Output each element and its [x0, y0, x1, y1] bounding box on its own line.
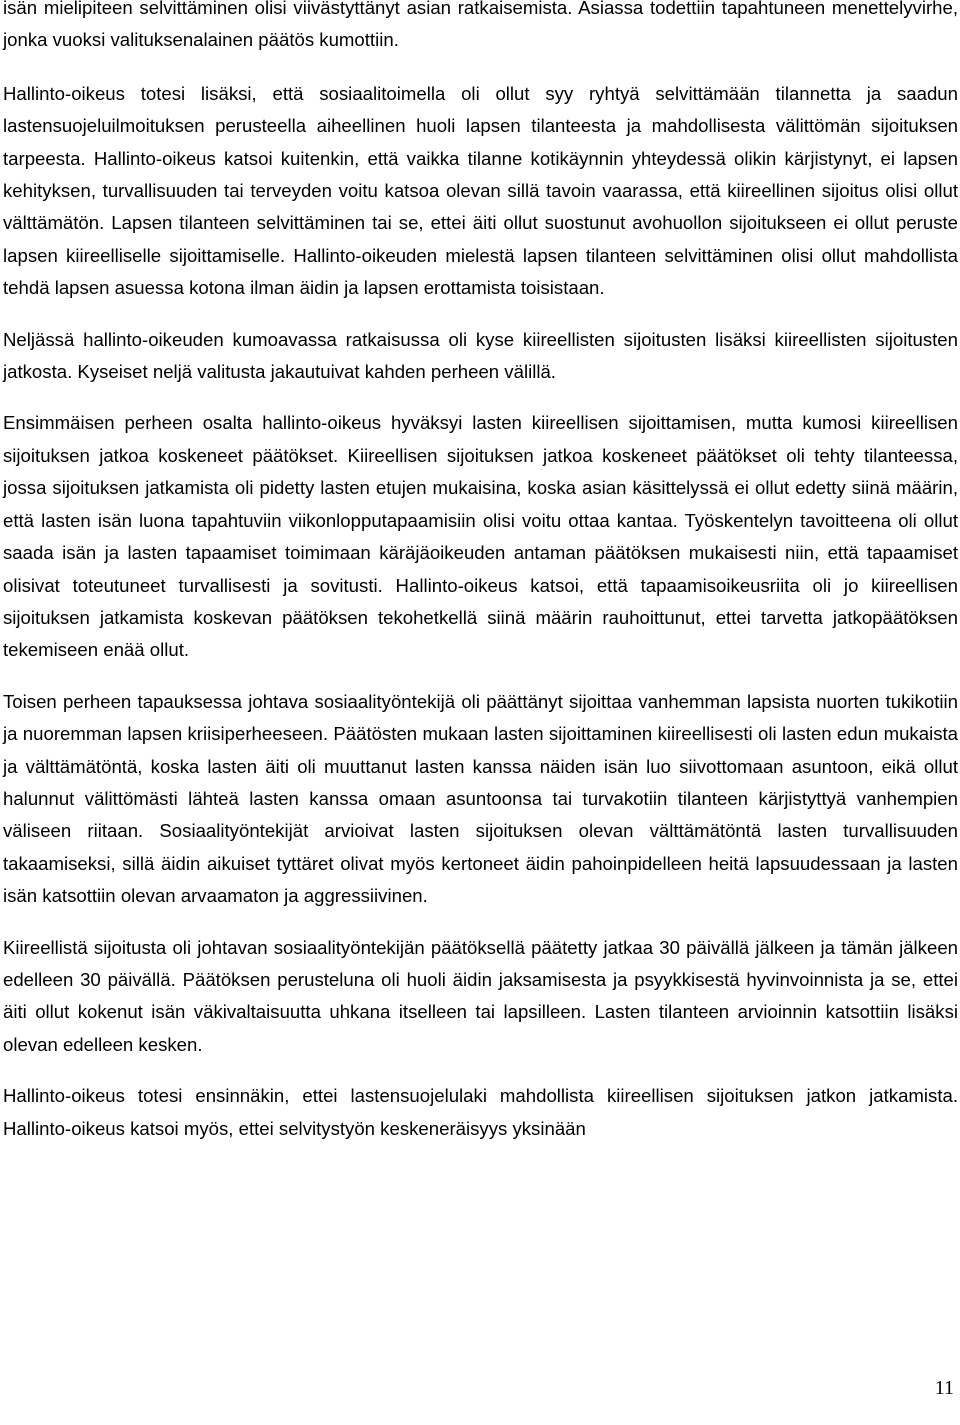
- paragraph-4: Ensimmäisen perheen osalta hallinto-oikeus hyväksyi lasten kiireellisen sijoittamisen, mutta kumosi kiireellisen sijoituksen jatkoa koskeneet päätökset. Kiireellisen sijoituksen jatkoa koskeneet päätökset oli tehty tilanteessa, jossa sijoituksen jatkamista oli pidetty lasten etujen mukaisina, koska asian käsittelyssä ei ollut edetty siinä määrin, että lasten isän luona tapahtuviin viikonlopputapaamisiin olisi voitu ottaa kantaa. Työskentelyn tavoitteena oli ollut saada isän ja lasten tapaamiset toimimaan käräjäoikeuden antaman päätöksen mukaisesti niin, että tapaamiset olisivat toteutuneet turvallisesti ja sovitusti. Hallinto-oikeus katsoi, että tapaamisoikeusriita oli jo kiireellisen sijoituksen jatkamista koskevan päätöksen tekohetkellä siinä määrin rauhoittunut, ettei tarvetta jatkopäätöksen tekemiseen enää ollut.: [3, 412, 958, 661]
- paragraph-1: isän mielipiteen selvittäminen olisi viivästyttänyt asian ratkaisemista. Asiassa todettiin tapahtuneen menettelyvirhe, jonka vuoksi valituksenalainen päätös kumottiin.: [3, 0, 958, 51]
- page-number: 11: [934, 1377, 954, 1399]
- document-page: [3, 0, 958, 1145]
- paragraph-6: Kiireellistä sijoitusta oli johtavan sosiaalityöntekijän päätöksellä päätetty jatkaa 30 päivällä jälkeen ja tämän jälkeen edelleen 30 päivällä. Päätöksen perusteluna oli huoli äidin jaksamisesta ja psyykkisestä hyvinvoinnista ja se, ettei äiti ollut kokenut isän väkivaltaisuutta uhkana itselleen tai lapsilleen. Lasten tilanteen arvioinnin katsottiin lisäksi olevan edelleen kesken.: [3, 936, 958, 1055]
- paragraph-2: Hallinto-oikeus totesi lisäksi, että sosiaalitoimella oli ollut syy ryhtyä selvittämään tilannetta ja saadun lastensuojeluilmoituksen perusteella aiheellinen huoli lapsen tilanteesta ja mahdollisesta välittömän sijoituksen tarpeesta. Hallinto-oikeus katsoi kuitenkin, että vaikka tilanne kotikäynnin yhteydessä olikin kärjistynyt, ei lapsen kehityksen, turvallisuuden tai terveyden voitu katsoa olevan sillä tavoin vaarassa, että kiireellinen sijoitus olisi ollut välttämätön. Lapsen tilanteen selvittäminen tai se, ettei äiti ollut suostunut avohuollon sijoitukseen ei ollut peruste lapsen kiireelliselle sijoittamiselle. Hallinto-oikeuden mielestä lapsen tilanteen selvittäminen olisi ollut mahdollista tehdä lapsen asuessa kotona ilman äidin ja lapsen erottamista toisistaan.: [3, 82, 958, 299]
- paragraph-3: Neljässä hallinto-oikeuden kumoavassa ratkaisussa oli kyse kiireellisten sijoitusten lisäksi kiireellisten sijoitusten jatkosta. Kyseiset neljä valitusta jakautuivat kahden perheen välillä.: [3, 328, 958, 383]
- paragraph-7: Hallinto-oikeus totesi ensinnäkin, ettei lastensuojelulaki mahdollista kiireellisen sijoituksen jatkon jatkamista. Hallinto-oikeus katsoi myös, ettei selvitystyön keskeneräisyys yksinään: [3, 1085, 958, 1139]
- paragraph-5: Toisen perheen tapauksessa johtava sosiaalityöntekijä oli päättänyt sijoittaa vanhemman lapsista nuorten tukikotiin ja nuoremman lapsen kriisiperheeseen. Päätösten mukaan lasten sijoittaminen kiireellisesti oli lasten edun mukaista ja välttämätöntä, koska lasten äiti oli muuttanut lasten kanssa näiden isän luo siivottomaan asuntoon, eikä ollut halunnut välittömästi lähteä lasten kanssa omaan asuntoonsa tai turvakotiin tilanteen kärjistyttyä vanhempien väliseen riitaan. Sosiaalityöntekijät arvioivat lasten sijoituksen olevan välttämätöntä lasten turvallisuuden takaamiseksi, sillä äidin aikuiset tyttäret olivat myös kertoneet äidin pahoinpidelleen heitä lapsuudessaan ja lasten isän katsottiin olevan arvaamaton ja aggressiivinen.: [3, 690, 958, 907]
